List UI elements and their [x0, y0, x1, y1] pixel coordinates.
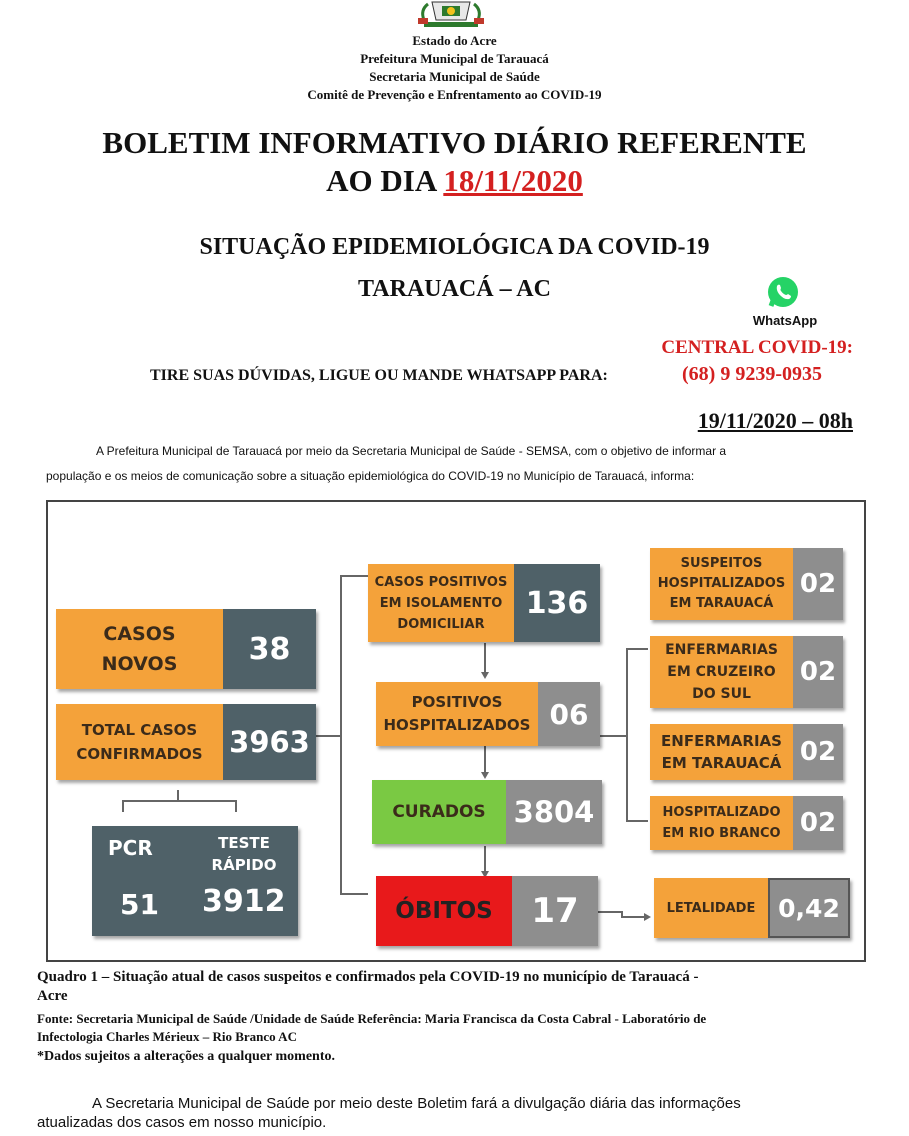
connector	[235, 800, 237, 812]
header-secretariat: Secretaria Municipal de Saúde	[369, 69, 540, 84]
header-state: Estado do Acre	[412, 33, 497, 48]
subtitle-line2: TARAUACÁ – AC	[358, 276, 551, 302]
teste-rapido-value: 3912	[202, 884, 286, 919]
suspeitos-value: 02	[793, 548, 843, 620]
teste-rapido-label2: RÁPIDO	[211, 856, 277, 874]
connector	[122, 800, 237, 802]
connector	[340, 575, 368, 577]
connector	[626, 648, 648, 650]
connector	[484, 745, 486, 773]
obitos-value: 17	[512, 876, 598, 946]
hospitalizados-label1: POSITIVOS	[411, 693, 503, 711]
intro-line1: A Prefeitura Municipal de Tarauacá por meio da Secretaria Municipal de Saúde - SEMSA, com o objetivo de informar a	[96, 444, 727, 458]
central-covid-label: CENTRAL COVID-19:	[661, 337, 853, 358]
connector	[340, 893, 368, 895]
title-date: 18/11/2020	[443, 163, 583, 198]
obitos-card	[376, 876, 598, 946]
enf-cruzeiro-label2: EM CRUZEIRO	[667, 664, 776, 680]
connector	[621, 916, 645, 918]
isolamento-label3: DOMICILIAR	[397, 616, 485, 632]
intro-line2: população e os meios de comunicação sobre a situação epidemiológica do COVID-19 no Município de Tarauacá, informa:	[46, 469, 695, 483]
total-confirmados-label1: TOTAL CASOS	[81, 721, 198, 739]
enf-cruzeiro-value: 02	[793, 636, 843, 708]
enf-tarauaca-label1: ENFERMARIAS	[661, 732, 782, 750]
header-block	[0, 32, 909, 104]
enf-cruzeiro-label1: ENFERMARIAS	[665, 642, 778, 658]
caption-block	[37, 968, 698, 1006]
connector-left-bracket	[340, 575, 342, 895]
connector	[316, 735, 340, 737]
isolamento-value: 136	[514, 564, 600, 642]
hospitalizados-card	[376, 682, 600, 746]
arrow-down-icon	[481, 772, 489, 779]
teste-rapido-label1: TESTE	[218, 834, 270, 852]
central-prompt: TIRE SUAS DÚVIDAS, LIGUE OU MANDE WHATSAPP PARA:	[150, 367, 608, 384]
enf-tarauaca-label2: EM TARAUACÁ	[661, 754, 782, 772]
letalidade-value: 0,42	[768, 878, 850, 938]
enfermarias-cruzeiro-card	[650, 636, 843, 708]
enf-cruzeiro-label3: DO SUL	[692, 686, 751, 702]
header-committee: Comitê de Prevenção e Enfrentamento ao COVID-19	[307, 87, 602, 102]
whatsapp-label: WhatsApp	[752, 313, 818, 328]
caption-source2: Infectologia Charles Mérieux – Rio Branco AC	[37, 1029, 297, 1044]
letalidade-label: LETALIDADE	[654, 878, 768, 938]
casos-novos-card	[56, 609, 316, 689]
pcr-value: 51	[120, 888, 159, 921]
connector	[626, 820, 648, 822]
suspeitos-label3: EM TARAUACÁ	[669, 596, 774, 611]
letalidade-card	[654, 878, 850, 938]
enfermarias-tarauaca-card	[650, 724, 843, 780]
caption-note: *Dados sujeitos a alterações a qualquer momento.	[37, 1049, 336, 1064]
connector	[600, 735, 626, 737]
footer-line2: atualizadas dos casos em nosso município.	[37, 1114, 327, 1131]
isolamento-label2: EM ISOLAMENTO	[379, 595, 503, 611]
whatsapp-icon[interactable]	[766, 275, 800, 309]
obitos-label: ÓBITOS	[376, 876, 512, 946]
bulletin-title	[0, 124, 909, 200]
coat-of-arms-emblem	[418, 0, 484, 30]
rio-branco-card	[650, 796, 843, 850]
hospitalizados-value: 06	[538, 682, 600, 746]
caption-line1: Quadro 1 – Situação atual de casos suspeitos e confirmados pela COVID-19 no município de Tarauacá -	[37, 969, 699, 985]
pcr-label: PCR	[108, 836, 153, 860]
connector	[177, 790, 179, 800]
casos-novos-label1: CASOS	[103, 623, 176, 645]
caption-line2: Acre	[37, 988, 68, 1004]
connector	[484, 643, 486, 673]
caption-source	[37, 1010, 706, 1066]
connector	[597, 911, 621, 913]
casos-novos-label2: NOVOS	[101, 653, 178, 675]
caption-source1: Fonte: Secretaria Municipal de Saúde /Unidade de Saúde Referência: Maria Francisca da Costa Cabral - Laboratório de	[37, 1011, 707, 1026]
title-prefix: AO DIA	[326, 163, 444, 198]
total-confirmados-label2: CONFIRMADOS	[76, 745, 203, 763]
rio-branco-label2: EM RIO BRANCO	[662, 826, 781, 841]
isolamento-label1: CASOS POSITIVOS	[374, 574, 508, 590]
casos-novos-value: 38	[223, 609, 316, 689]
isolamento-card	[368, 564, 600, 642]
hospitalizados-label2: HOSPITALIZADOS	[383, 716, 531, 734]
suspeitos-label2: HOSPITALIZADOS	[657, 576, 786, 591]
rio-branco-value: 02	[793, 796, 843, 850]
title-line1: BOLETIM INFORMATIVO DIÁRIO REFERENTE	[102, 125, 807, 160]
total-confirmados-card	[56, 704, 316, 780]
connector-right-bracket	[626, 648, 628, 822]
report-time: 19/11/2020 – 08h	[697, 408, 853, 433]
arrow-right-icon	[644, 913, 651, 921]
pcr-teste-card	[92, 826, 298, 936]
header-prefecture: Prefeitura Municipal de Tarauacá	[360, 51, 549, 66]
title-line2	[0, 162, 909, 200]
arrow-down-icon	[481, 672, 489, 679]
subtitle-line1: SITUAÇÃO EPIDEMIOLÓGICA DA COVID-19	[199, 234, 710, 260]
enf-tarauaca-value: 02	[793, 724, 843, 780]
footer-line1: A Secretaria Municipal de Saúde por meio deste Boletim fará a divulgação diária das informações	[92, 1095, 741, 1112]
curados-value: 3804	[506, 780, 602, 844]
connector	[484, 846, 486, 872]
curados-label: CURADOS	[372, 780, 506, 844]
total-confirmados-value: 3963	[223, 704, 316, 780]
suspeitos-label1: SUSPEITOS	[680, 556, 763, 571]
curados-card	[372, 780, 602, 844]
suspeitos-card	[650, 548, 843, 620]
central-phone[interactable]: (68) 9 9239-0935	[682, 363, 822, 385]
rio-branco-label1: HOSPITALIZADO	[662, 805, 781, 820]
